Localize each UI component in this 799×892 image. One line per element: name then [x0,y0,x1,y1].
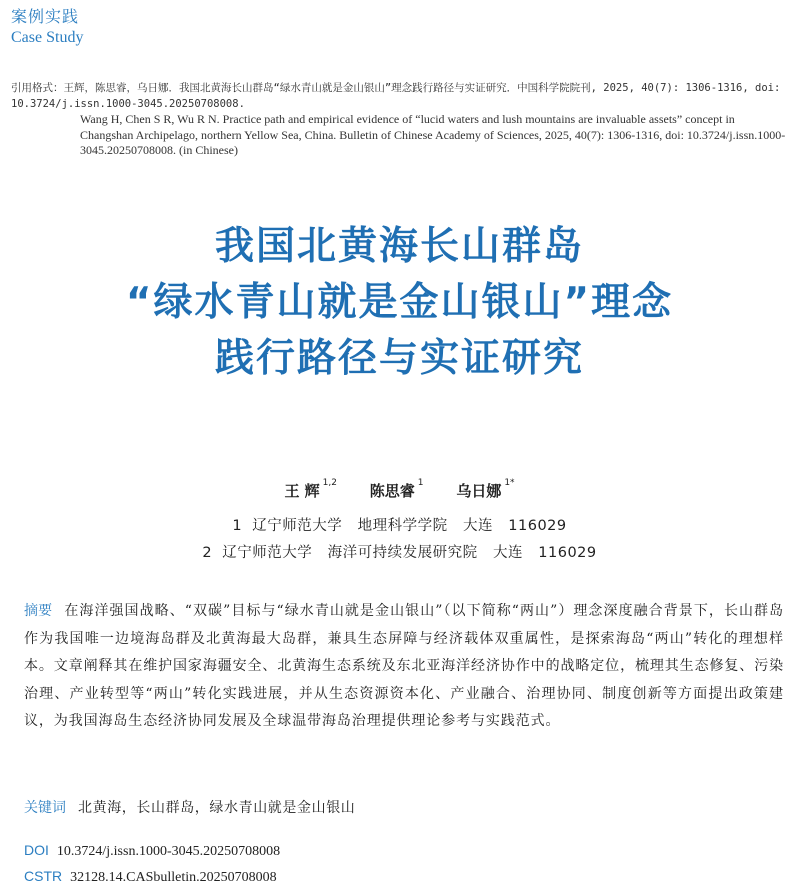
author-list [0,480,799,501]
cstr [24,868,277,886]
abstract-label: 摘要 [24,603,53,619]
keywords-label: 关键词 [24,800,66,816]
author: 乌日娜 $^{1*}$ [456,478,515,500]
section-label-zh: 案例实践 [11,7,80,26]
section-label-en: Case Study [11,29,84,46]
citation-label: 引用格式： [11,82,64,94]
abstract [24,598,784,736]
title-line-2: “绿水青山就是金山银山”理念 [125,280,674,325]
article-title [0,219,799,387]
keywords-text: 北黄海，长山群岛，绿水青山就是金山银山 [78,800,356,816]
doi [24,842,280,860]
doi-value[interactable]: 10.3724/j.issn.1000-3045.20250708008 [56,844,281,859]
affiliation-2: 2 辽宁师范大学 海洋可持续发展研究院 大连 116029 [202,545,597,561]
cstr-label: CSTR [24,868,63,884]
citation-zh: 王辉，陈思睿，乌日娜．我国北黄海长山群岛“绿水青山就是金山银山”理念践行路径与实证研究．中国科学院院刊, 2025, 40(7): 1306-1316, doi: 10.3724/j.issn.1000-3045.20250708008. [11,82,781,110]
abstract-text: 在海洋强国战略、“双碳”目标与“绿水青山就是金山银山”（以下简称“两山”）理念深度融合背景下，长山群岛作为我国唯一边境海岛群及北黄海最大岛群，兼具生态屏障与经济载体双重属性，是探索海岛“两山”转化的理想样本。文章阐释其在维护国家海疆安全、北黄海生态系统及东北亚海洋经济协作中的战略定位，梳理其生态修复、污染治理、产业转型等“两山”转化实践进展，并从生态资源资本化、产业融合、治理协同、制度创新等方面提出政策建议，为我国海岛生态经济协同发展及全球温带海岛治理提供理论参考与实践范式。 [24,603,785,729]
section-tag [11,6,83,48]
cstr-value: 32128.14.CASbulletin.20250708008 [70,870,277,885]
title-line-1: 我国北黄海长山群岛 [214,224,584,269]
author: 王 辉 $^{1,2}$ [284,478,337,500]
title-line-3: 践行路径与实证研究 [214,336,584,381]
author: 陈思睿 $^1$ [369,478,424,500]
affiliation-1: 1 辽宁师范大学 地理科学学院 大连 116029 [232,518,567,534]
citation-block [11,80,791,159]
doi-label: DOI [24,842,49,858]
keywords [24,797,355,817]
citation-en: Wang H, Chen S R, Wu R N. Practice path and empirical evidence of “lucid waters and lush mountains are invaluable assets” concept in Changshan Archipelago, northern Yellow Sea, China. Bulletin of Chinese Academy of Sciences, 2025, 40(7): 1306-1316, doi: 10.3724/j.issn.1000-3045.20250708008. (in Chinese) [80,112,786,157]
